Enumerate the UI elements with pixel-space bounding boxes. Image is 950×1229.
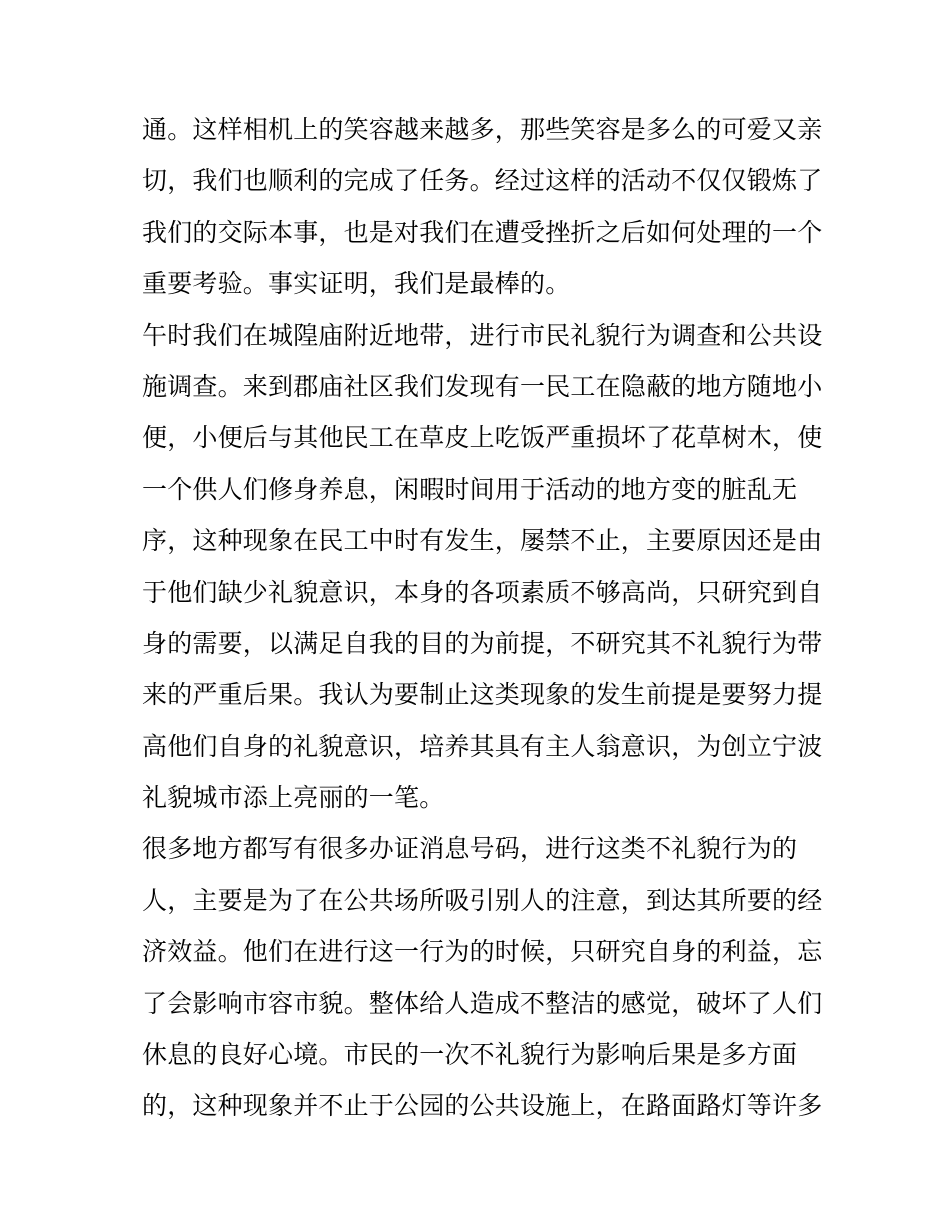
- text-line: 重要考验。事实证明，我们是最棒的。: [142, 269, 571, 299]
- text-line: 一个供人们修身养息，闲暇时间用于活动的地方变的脏乱无: [142, 474, 798, 504]
- text-line: 高他们自身的礼貌意识，培养其具有主人翁意识，为创立宁波: [142, 731, 823, 761]
- text-line: 通。这样相机上的笑容越来越多，那些笑容是多么的可爱又亲: [142, 115, 823, 144]
- text-line: 济效益。他们在进行这一行为的时候，只研究自身的利益，忘: [142, 937, 823, 967]
- text-line: 午时我们在城隍庙附近地带，进行市民礼貌行为调查和公共设: [142, 320, 823, 350]
- document-body: [142, 104, 822, 1132]
- text-line: 序，这种现象在民工中时有发生，屡禁不止，主要原因还是由: [142, 526, 823, 556]
- text-line: 便，小便后与其他民工在草皮上吃饭严重损坏了花草树木，使: [142, 423, 823, 453]
- text-line: 来的严重后果。我认为要制止这类现象的发生前提是要努力提: [142, 680, 823, 710]
- text-line: 身的需要，以满足自我的目的为前提，不研究其不礼貌行为带: [142, 628, 823, 658]
- text-line: 了会影响市容市貌。整体给人造成不整洁的感觉，破坏了人们: [142, 988, 823, 1018]
- text-line: 人，主要是为了在公共场所吸引别人的注意，到达其所要的经: [142, 885, 823, 915]
- text-line: 我们的交际本事，也是对我们在遭受挫折之后如何处理的一个: [142, 217, 823, 247]
- text-line: 休息的良好心境。市民的一次不礼貌行为影响后果是多方面: [142, 1040, 798, 1070]
- text-line: 礼貌城市添上亮丽的一笔。: [142, 783, 445, 813]
- text-line: 于他们缺少礼貌意识，本身的各项素质不够高尚，只研究到自: [142, 577, 823, 607]
- text-line: 很多地方都写有很多办证消息号码，进行这类不礼貌行为的: [142, 834, 798, 864]
- text-line: 施调查。来到郡庙社区我们发现有一民工在隐蔽的地方随地小: [142, 371, 823, 401]
- text-line: 切，我们也顺利的完成了任务。经过这样的活动不仅仅锻炼了: [142, 166, 823, 196]
- text-line: 的，这种现象并不止于公园的公共设施上，在路面路灯等许多: [142, 1091, 823, 1121]
